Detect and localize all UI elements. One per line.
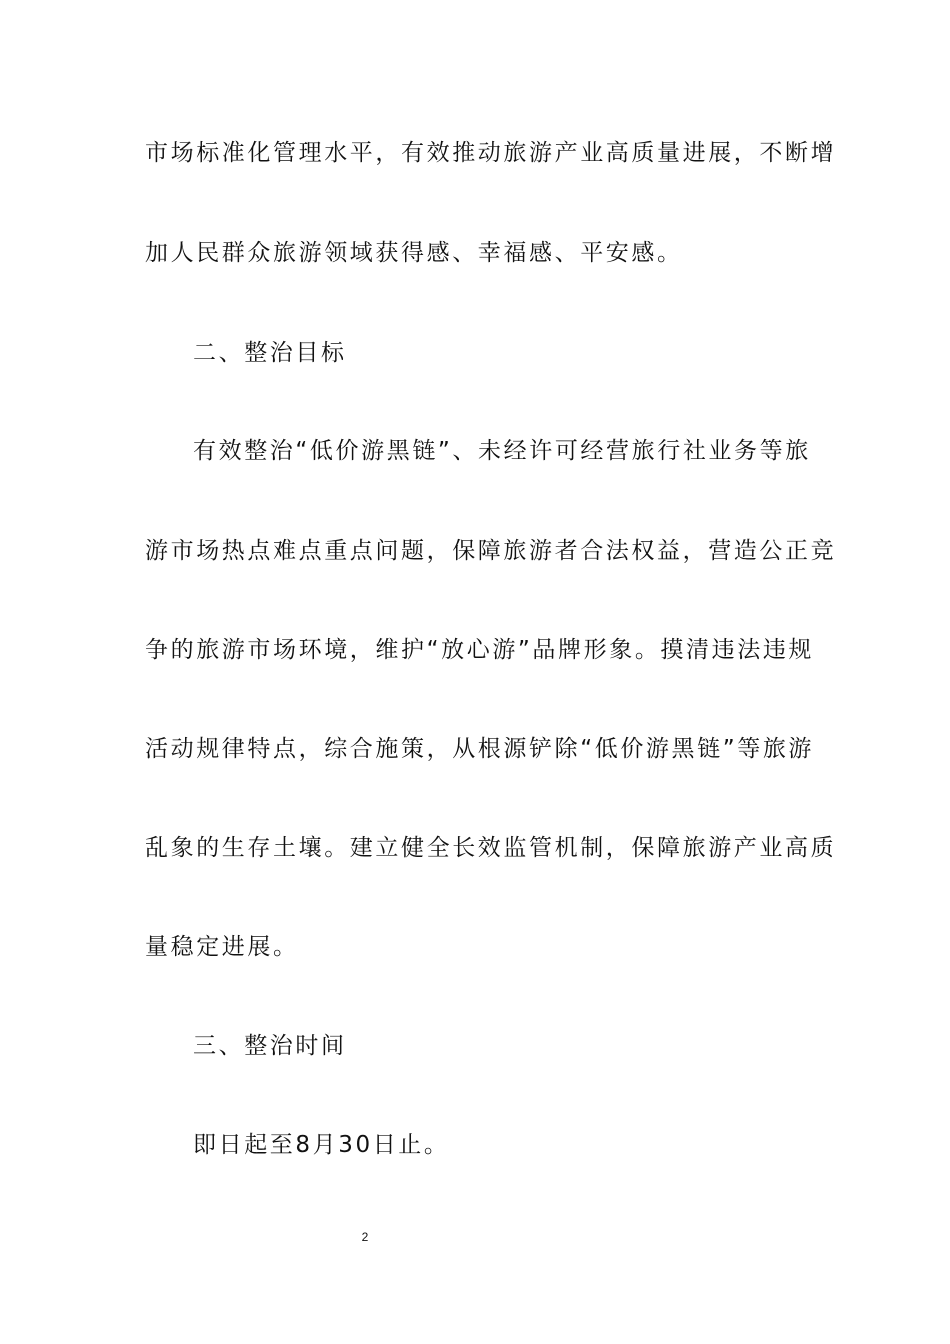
paragraph-line: 活动规律特点，综合施策，从根源铲除“低价游黑链”等旅游	[145, 736, 815, 762]
section-heading-time: 三、整治时间	[193, 1033, 347, 1059]
section-heading-goals: 二、整治目标	[193, 340, 347, 366]
paragraph-line: 游市场热点难点重点问题，保障旅游者合法权益，营造公正竞	[145, 538, 837, 564]
paragraph-line: 乱象的生存土壤。建立健全长效监管机制，保障旅游产业高质	[145, 835, 837, 861]
paragraph-line: 量稳定进展。	[145, 934, 299, 960]
paragraph-line: 市场标准化管理水平，有效推动旅游产业高质量进展，不断增	[145, 140, 837, 166]
paragraph-line: 争的旅游市场环境，维护“放心游”品牌形象。摸清违法违规	[145, 637, 815, 663]
paragraph-line: 加人民群众旅游领域获得感、幸福感、平安感。	[145, 240, 683, 266]
paragraph-line: 即日起至8月30日止。	[193, 1132, 450, 1158]
page-number: 2	[361, 1230, 369, 1244]
paragraph-line: 有效整治“低价游黑链”、未经许可经营旅行社业务等旅	[193, 438, 811, 464]
